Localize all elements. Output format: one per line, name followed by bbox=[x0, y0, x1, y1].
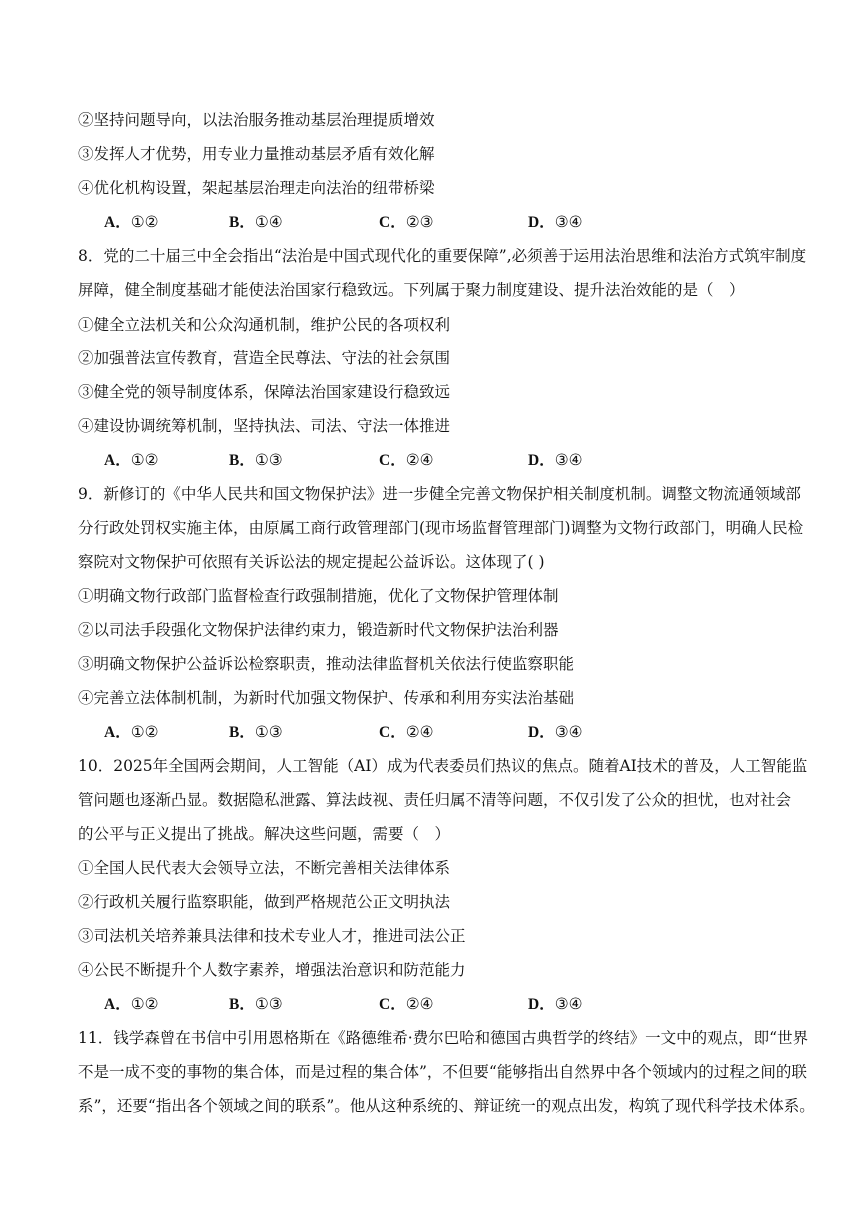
q7-item-2: ②坚持问题导向，以法治服务推动基层治理提质增效 bbox=[78, 111, 435, 129]
q10-item-4: ④公民不断提升个人数字素养，增强法治意识和防范能力 bbox=[78, 961, 466, 979]
q7-option-c[interactable]: C．②③ bbox=[379, 213, 434, 231]
q8-stem-line-2: 屏障，健全制度基础才能使法治国家行稳致远。下列属于聚力制度建设、提升法治效能的是（ ） bbox=[78, 281, 745, 299]
q7-item-3: ③发挥人才优势，用专业力量推动基层矛盾有效化解 bbox=[78, 145, 435, 163]
q9-option-a[interactable]: A．①② bbox=[104, 723, 159, 741]
q10-option-b[interactable]: B．①③ bbox=[229, 995, 283, 1013]
q10-option-c[interactable]: C．②④ bbox=[379, 995, 434, 1013]
q9-stem-line-1: 9．新修订的《中华人民共和国文物保护法》进一步健全完善文物保护相关制度机制。调整文物流通领域部 bbox=[78, 485, 801, 503]
q9-stem-line-3: 察院对文物保护可依照有关诉讼法的规定提起公益诉讼。这体现了( ) bbox=[78, 553, 545, 571]
q9-option-b[interactable]: B．①③ bbox=[229, 723, 283, 741]
q7-option-d[interactable]: D．③④ bbox=[528, 213, 583, 231]
q7-option-b[interactable]: B．①④ bbox=[229, 213, 283, 231]
q10-option-d[interactable]: D．③④ bbox=[528, 995, 583, 1013]
q8-option-d[interactable]: D．③④ bbox=[528, 451, 583, 469]
q10-item-3: ③司法机关培养兼具法律和技术专业人才，推进司法公正 bbox=[78, 927, 466, 945]
q8-item-3: ③健全党的领导制度体系，保障法治国家建设行稳致远 bbox=[78, 383, 451, 401]
q8-option-b[interactable]: B．①③ bbox=[229, 451, 283, 469]
q11-stem-line-1: 11．钱学森曾在书信中引用恩格斯在《路德维希·费尔巴哈和德国古典哲学的终结》一文中的观点，即“世界 bbox=[78, 1029, 809, 1047]
q7-item-4: ④优化机构设置，架起基层治理走向法治的纽带桥梁 bbox=[78, 179, 435, 197]
q9-option-c[interactable]: C．②④ bbox=[379, 723, 434, 741]
q9-stem-line-2: 分行政处罚权实施主体，由原属工商行政管理部门(现市场监督管理部门)调整为文物行政部门，明确人民检 bbox=[78, 519, 804, 537]
q8-item-4: ④建设协调统筹机制，坚持执法、司法、守法一体推进 bbox=[78, 417, 451, 435]
q10-option-a[interactable]: A．①② bbox=[104, 995, 159, 1013]
q11-stem-line-3: 系”，还要“指出各个领域之间的联系”。他从这种系统的、辩证统一的观点出发，构筑了现代科学技术体系。 bbox=[78, 1097, 815, 1115]
q8-item-2: ②加强普法宣传教育，营造全民尊法、守法的社会氛围 bbox=[78, 349, 451, 367]
q10-item-2: ②行政机关履行监察职能，做到严格规范公正文明执法 bbox=[78, 893, 451, 911]
q8-option-c[interactable]: C．②④ bbox=[379, 451, 434, 469]
q9-item-4: ④完善立法体制机制，为新时代加强文物保护、传承和利用夯实法治基础 bbox=[78, 689, 575, 707]
q10-stem-line-3: 的公平与正义提出了挑战。解决这些问题，需要（ ） bbox=[78, 825, 451, 843]
q8-item-1: ①健全立法机关和公众沟通机制，维护公民的各项权利 bbox=[78, 316, 451, 334]
q9-item-2: ②以司法手段强化文物保护法律约束力，锻造新时代文物保护法治利器 bbox=[78, 621, 559, 639]
q11-stem-line-2: 不是一成不变的事物的集合体，而是过程的集合体”，不但要“能够指出自然界中各个领域内的过程之间的联 bbox=[78, 1063, 807, 1081]
q9-item-1: ①明确文物行政部门监督检查行政强制措施，优化了文物保护管理体制 bbox=[78, 587, 559, 605]
q8-option-a[interactable]: A．①② bbox=[104, 451, 159, 469]
q7-option-a[interactable]: A．①② bbox=[104, 213, 159, 231]
q9-item-3: ③明确文物保护公益诉讼检察职责，推动法律监督机关依法行使监察职能 bbox=[78, 655, 575, 673]
q10-stem-line-1: 10．2025年全国两会期间，人工智能（AI）成为代表委员们热议的焦点。随着AI技术的普及，人工智能监 bbox=[78, 757, 808, 775]
q9-option-d[interactable]: D．③④ bbox=[528, 723, 583, 741]
q10-item-1: ①全国人民代表大会领导立法，不断完善相关法律体系 bbox=[78, 859, 451, 877]
q8-stem-line-1: 8．党的二十届三中全会指出“法治是中国式现代化的重要保障”,必须善于运用法治思维和法治方式筑牢制度 bbox=[78, 247, 807, 265]
q10-stem-line-2: 管问题也逐渐凸显。数据隐私泄露、算法歧视、责任归属不清等问题，不仅引发了公众的担忧，也对社会 bbox=[78, 791, 792, 809]
